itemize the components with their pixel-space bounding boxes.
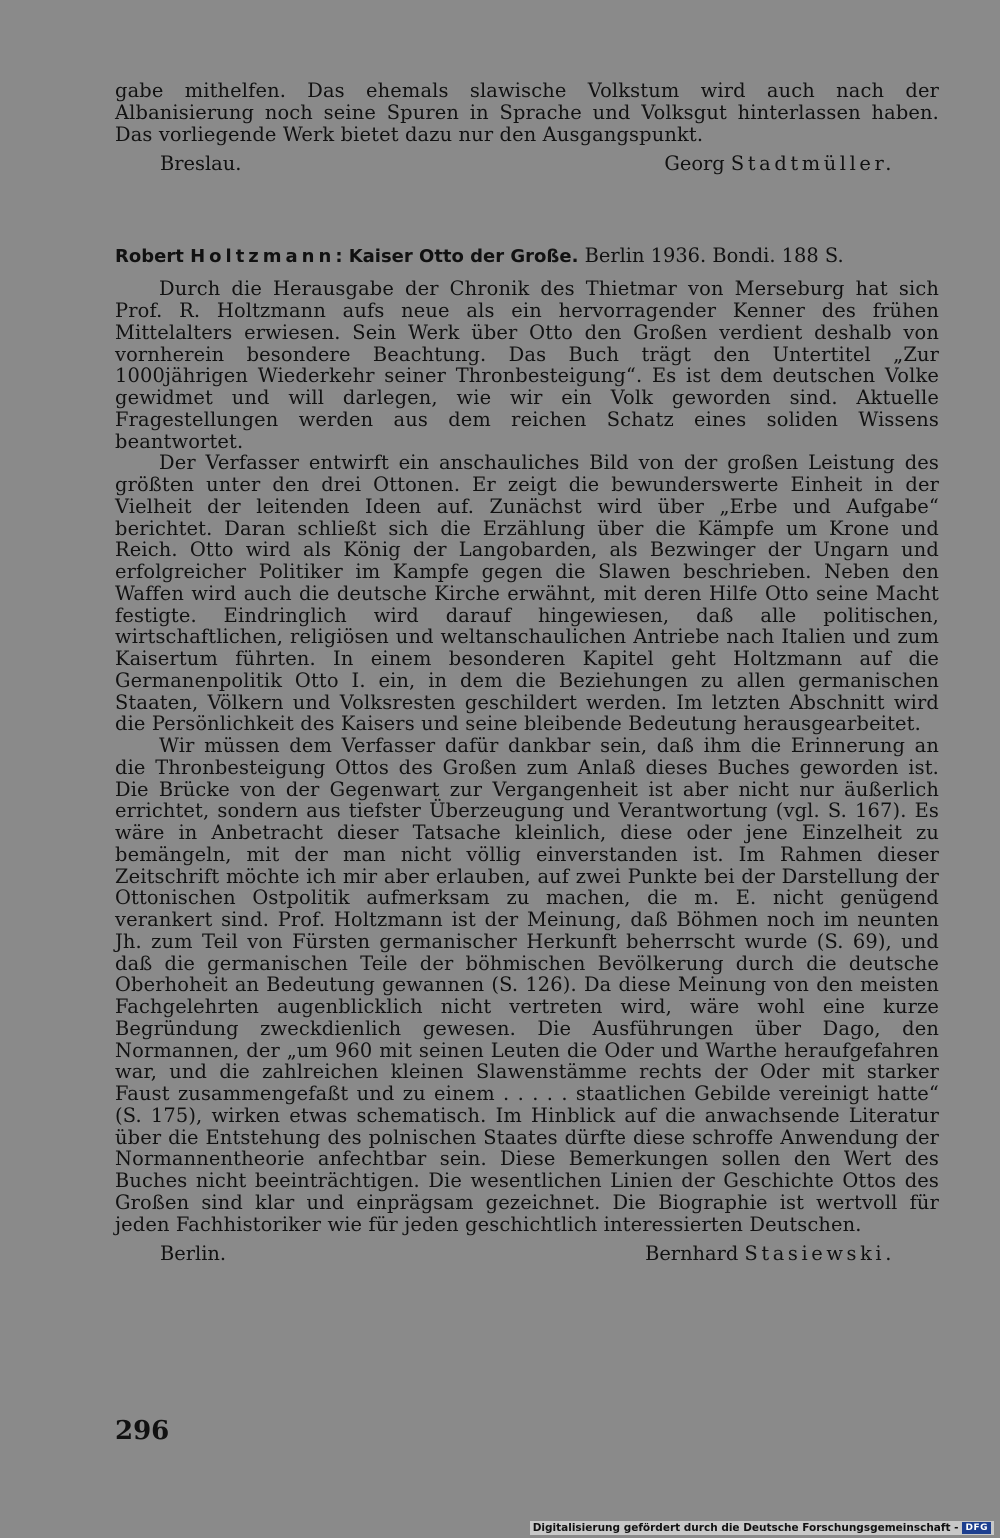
heading-book-author: Robert Holtzmann <box>115 246 336 268</box>
heading-book-details: Berlin 1936. Bondi. 188 S. <box>584 244 844 268</box>
review-signature-stasiewski <box>115 1243 939 1265</box>
page-number: 296 <box>115 1416 170 1446</box>
signature-place: Berlin. <box>160 1242 227 1266</box>
credit-text: Digitalisierung gefördert durch die Deutsche Forschungsgemeinschaft - <box>532 1522 959 1534</box>
review-paragraph-1: Durch die Herausgabe der Chronik des Thietmar von Merseburg hat sich Prof. R. Holtzmann aufs neue als ein hervorragender Kenner des frühen Mittelalters erwiesen. Sein Werk über Otto den Großen verdient deshalb von vornherein besondere Beachtung. Das Buch trägt den Untertitel „Zur 1000jährigen Wiederkehr seiner Thronbesteigung“. Es ist dem deutschen Volke gewidmet und will darlegen, wie wir ein Volk geworden sind. Aktuelle Fragestellungen werden aus dem reichen Schatz eines soliden Wissens beantwortet. <box>115 277 939 453</box>
heading-book-title: Kaiser Otto der Große. <box>348 246 579 268</box>
review-closing-paragraph: gabe mithelfen. Das ehemals slawische Volkstum wird auch nach der Albanisierung noch seine Spuren in Sprache und Volksgut hinterlassen haben. Das vorliegende Werk bietet dazu nur den Ausgangspunkt. <box>115 79 939 146</box>
review-paragraph-2: Der Verfasser entwirft ein anschauliches Bild von der großen Leistung des größten unter den drei Ottonen. Er zeigt die bewunderswerte Einheit in der Vielheit der leitenden Ideen auf. Zunächst wird über „Erbe und Aufgabe“ berichtet. Daran schließt sich die Erzählung über die Kämpfe um Krone und Reich. Otto wird als König der Langobarden, als Bezwinger der Ungarn und erfolgreicher Politiker im Kampfe gegen die Slawen beschrieben. Neben den Waffen wird auch die deutsche Kirche erwähnt, mit deren Hilfe Otto seine Macht festigte. Eindringlich wird darauf hingewiesen, daß alle politischen, wirtschaftlichen, religiösen und weltanschaulichen Antriebe nach Italien und zum Kaisertum führten. In einem besonderen Kapitel geht Holtzmann auf die Germanenpolitik Otto I. ein, in dem die Beziehungen zu allen germanischen Staaten, Völkern und Volksresten geschildert werden. Im letzten Abschnitt wird die Persönlichkeit des Kaisers und seine bleibende Bedeutung herausgearbeitet. <box>115 451 939 736</box>
signature-author-first: Bernhard <box>645 1242 739 1266</box>
dfg-logo-icon: DFG <box>962 1522 991 1534</box>
document-page <box>115 80 939 1265</box>
review-signature-stadtmueller <box>115 153 939 175</box>
review-heading <box>115 245 939 268</box>
signature-author <box>645 1243 895 1265</box>
digitization-credit <box>530 1521 994 1535</box>
signature-author-last: Stadtmüller. <box>730 152 895 176</box>
signature-author <box>664 153 895 175</box>
signature-author-last: Stasiewski. <box>744 1242 895 1266</box>
review-paragraph-3: Wir müssen dem Verfasser dafür dankbar sein, daß ihm die Erinnerung an die Thronbesteigung Ottos des Großen zum Anlaß dieses Buches geworden ist. Die Brücke von der Gegenwart zur Vergangenheit ist aber nicht nur äußerlich errichtet, sondern aus tiefster Überzeugung und Verantwortung (vgl. S. 167). Es wäre in Anbetracht dieser Tatsache kleinlich, diese oder jene Einzelheit zu bemängeln, mit der man nicht völlig einverstanden ist. Im Rahmen dieser Zeitschrift möchte ich mir aber erlauben, auf zwei Punkte bei der Darstellung der Ottonischen Ostpolitik aufmerksam zu machen, die m. E. nicht genügend verankert sind. Prof. Holtzmann ist der Meinung, daß Böhmen noch im neunten Jh. zum Teil von Fürsten germanischer Herkunft beherrscht wurde (S. 69), und daß die germanischen Teile der böhmischen Bevölkerung durch die deutsche Oberhoheit an Bedeutung gewannen (S. 126). Da diese Meinung von den meisten Fachgelehrten augenblicklich nicht vertreten wird, wäre wohl eine kurze Begründung zweckdienlich gewesen. Die Ausführungen über Dago, den Normannen, der „um 960 mit seinen Leuten die Oder und Warthe heraufgefahren war, und die zahlreichen kleinen Slawenstämme rechts der Oder mit starker Faust zusammengefaßt und zu einem . . . . . staatlichen Gebilde vereinigt hatte“ (S. 175), wirken etwas schematisch. Im Hinblick auf die anwachsende Literatur über die Entstehung des polnischen Staates dürfte diese schroffe Anwendung der Normannentheorie anfechtbar sein. Diese Bemerkungen sollen den Wert des Buches nicht beeinträchtigen. Die wesentlichen Linien der Geschichte Ottos des Großen sind klar und einprägsam gezeichnet. Die Biographie ist wertvoll für jeden Fachhistoriker wie für jeden geschichtlich interessierten Deutschen. <box>115 734 939 1236</box>
heading-colon: : <box>335 246 343 268</box>
signature-author-first: Georg <box>664 152 725 176</box>
signature-place: Breslau. <box>160 152 242 176</box>
